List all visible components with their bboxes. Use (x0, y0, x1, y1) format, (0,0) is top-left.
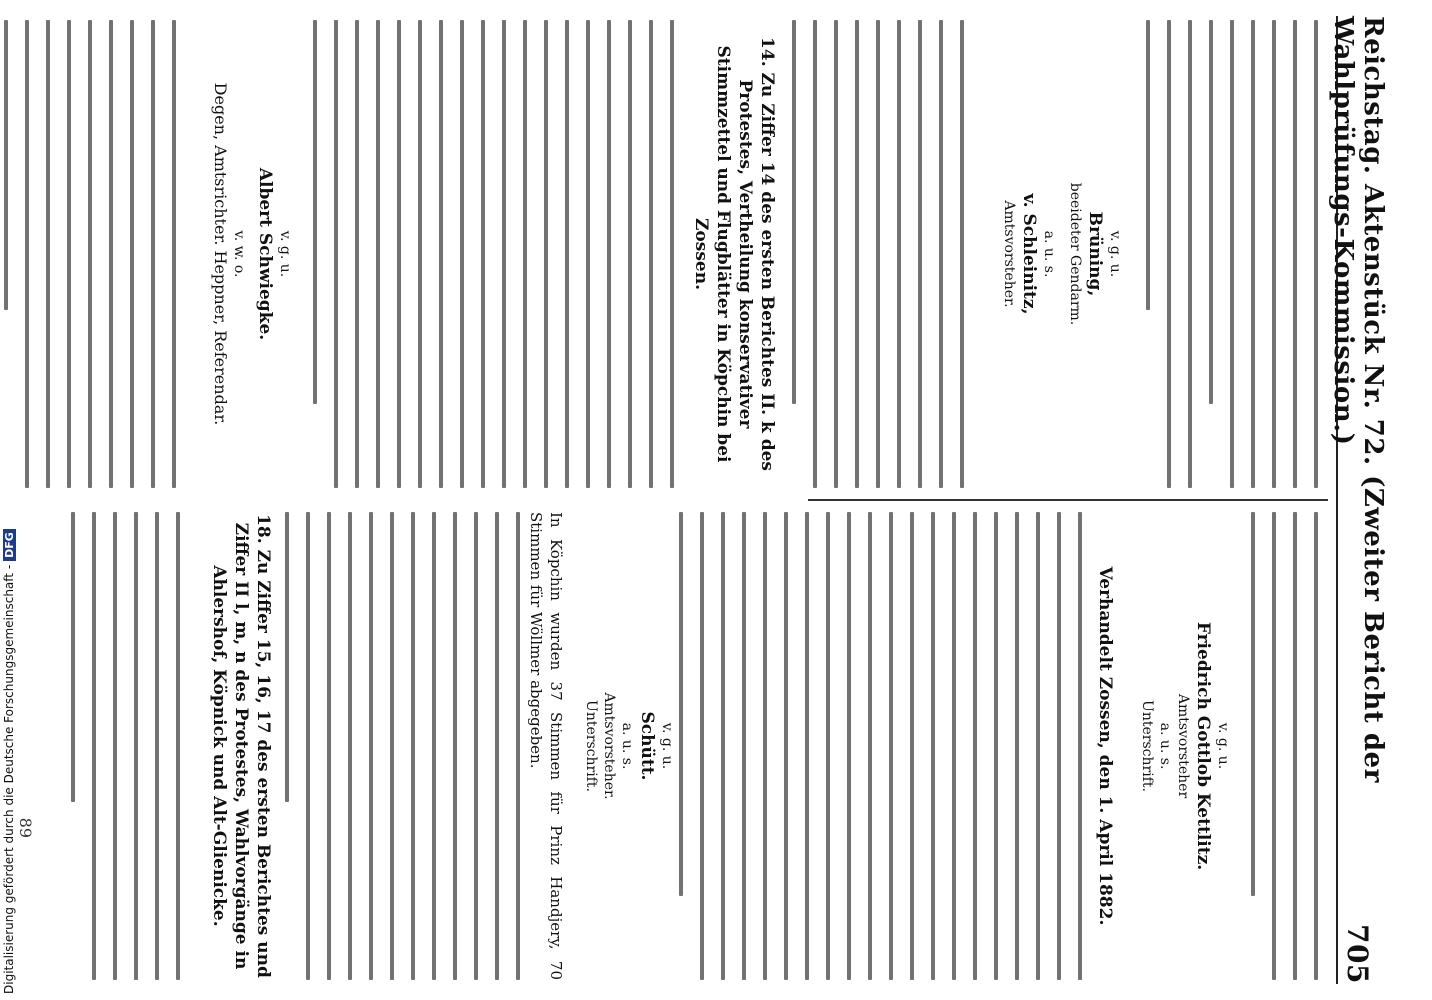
vote-note: In Köpchin wurden 37 Stimmen für Prinz Handjery, 70 Stimmen für Wöllmer abgegeben. (527, 512, 565, 980)
text-block (296, 20, 674, 488)
document-page (0, 2, 1388, 998)
footer-page-mark: 89 (16, 817, 35, 838)
text-block (54, 512, 180, 980)
running-header (1328, 16, 1388, 984)
page-number: 705 (1341, 924, 1375, 984)
text-block (775, 20, 964, 488)
signature-block: v. g. u. Schütt. a. u. s. Amtsvorsteher. Unterschrift. (583, 692, 675, 800)
verhandelt-heading: Verhandelt Zossen, den 1. April 1882. (1095, 566, 1115, 926)
signature-block: v. g. u. Friedrich Gottlob Kettlitz. Amtsvorsteher a. u. s. Unterschrift. (1139, 621, 1231, 871)
item-18-heading: 18. Zu Ziffer 15, 16, 17 des ersten Berichtes und Ziffer II l, m, n des Protestes, Wahlvorgänge in Ahlershof, Köpnick und Alt-Glienicke. (209, 514, 273, 978)
signature-block: v. g. u. Brüning, beeideter Gendarm. a. u. s. v. Schleinitz, Amtsvorsteher. (1001, 182, 1123, 326)
signature-block: v. g. u. Albert Schwiegke. v. w. o. Degen, Amtsrichter. Heppner, Referendar. (211, 82, 293, 426)
right-column (40, 512, 1326, 980)
column-divider (808, 499, 1328, 501)
text-block (1234, 512, 1318, 980)
credit-text: Digitalisierung gefördert durch die Deutsche Forschungsgemeinschaft - (2, 564, 16, 994)
left-column (40, 20, 1326, 488)
text-block (662, 512, 1082, 980)
text-block (0, 20, 176, 488)
header-title: Reichstag. Aktenstück Nr. 72. (Zweiter Bericht der Wahlprüfungs-Kommission.) (1328, 16, 1388, 783)
item-14-heading: 14. Zu Ziffer 14 des ersten Berichtes II. k des Protestes, Vertheilung konservativer Stimmzettel und Flugblätter in Köpchin bei Zossen. (691, 37, 777, 471)
dfg-logo: DFG (3, 529, 16, 561)
text-block (268, 512, 520, 980)
digitization-credit (2, 0, 22, 1000)
text-block (1129, 20, 1318, 488)
